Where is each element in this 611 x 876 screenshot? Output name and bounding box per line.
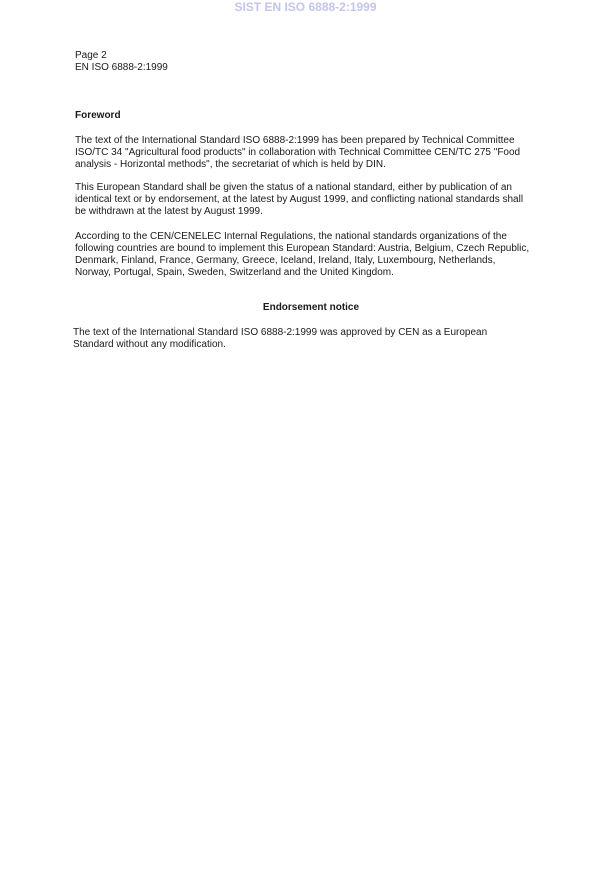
text-line: Denmark, Finland, France, Germany, Greece, Iceland, Ireland, Italy, Luxembourg, Netherlands,	[75, 255, 496, 266]
foreword-paragraph-2	[75, 182, 523, 218]
text-line: identical text or by endorsement, at the latest by August 1999, and conflicting national standards shall	[75, 194, 524, 205]
foreword-paragraph-3	[75, 231, 529, 279]
text-line: The text of the International Standard ISO 6888-2:1999 has been prepared by Technical Committee	[75, 135, 515, 146]
watermark: SIST EN ISO 6888-2:1999	[234, 0, 377, 14]
endorsement-title: Endorsement notice	[262, 302, 360, 313]
text-line: Norway, Portugal, Spain, Sweden, Switzerland and the United Kingdom.	[75, 267, 394, 278]
text-line: following countries are bound to implement this European Standard: Austria, Belgium, Czech Republic,	[75, 243, 530, 254]
text-line: ISO/TC 34 "Agricultural food products" in collaboration with Technical Committee CEN/TC 275 "Food	[75, 147, 521, 158]
foreword-paragraph-1	[75, 135, 520, 171]
page-number: Page 2	[75, 50, 107, 61]
text-line: According to the CEN/CENELEC Internal Regulations, the national standards organizations of the	[75, 231, 507, 242]
foreword-title: Foreword	[75, 110, 121, 121]
text-line: This European Standard shall be given the status of a national standard, either by publication of an	[75, 182, 512, 193]
document-id: EN ISO 6888-2:1999	[75, 62, 168, 73]
text-line: analysis - Horizontal methods", the secretariat of which is held by DIN.	[75, 159, 386, 170]
text-line: The text of the International Standard ISO 6888-2:1999 was approved by CEN as a European	[73, 327, 488, 338]
text-line: be withdrawn at the latest by August 1999.	[75, 206, 263, 217]
endorsement-paragraph	[73, 327, 487, 351]
page-header	[75, 50, 168, 74]
text-line: Standard without any modification.	[73, 339, 226, 350]
